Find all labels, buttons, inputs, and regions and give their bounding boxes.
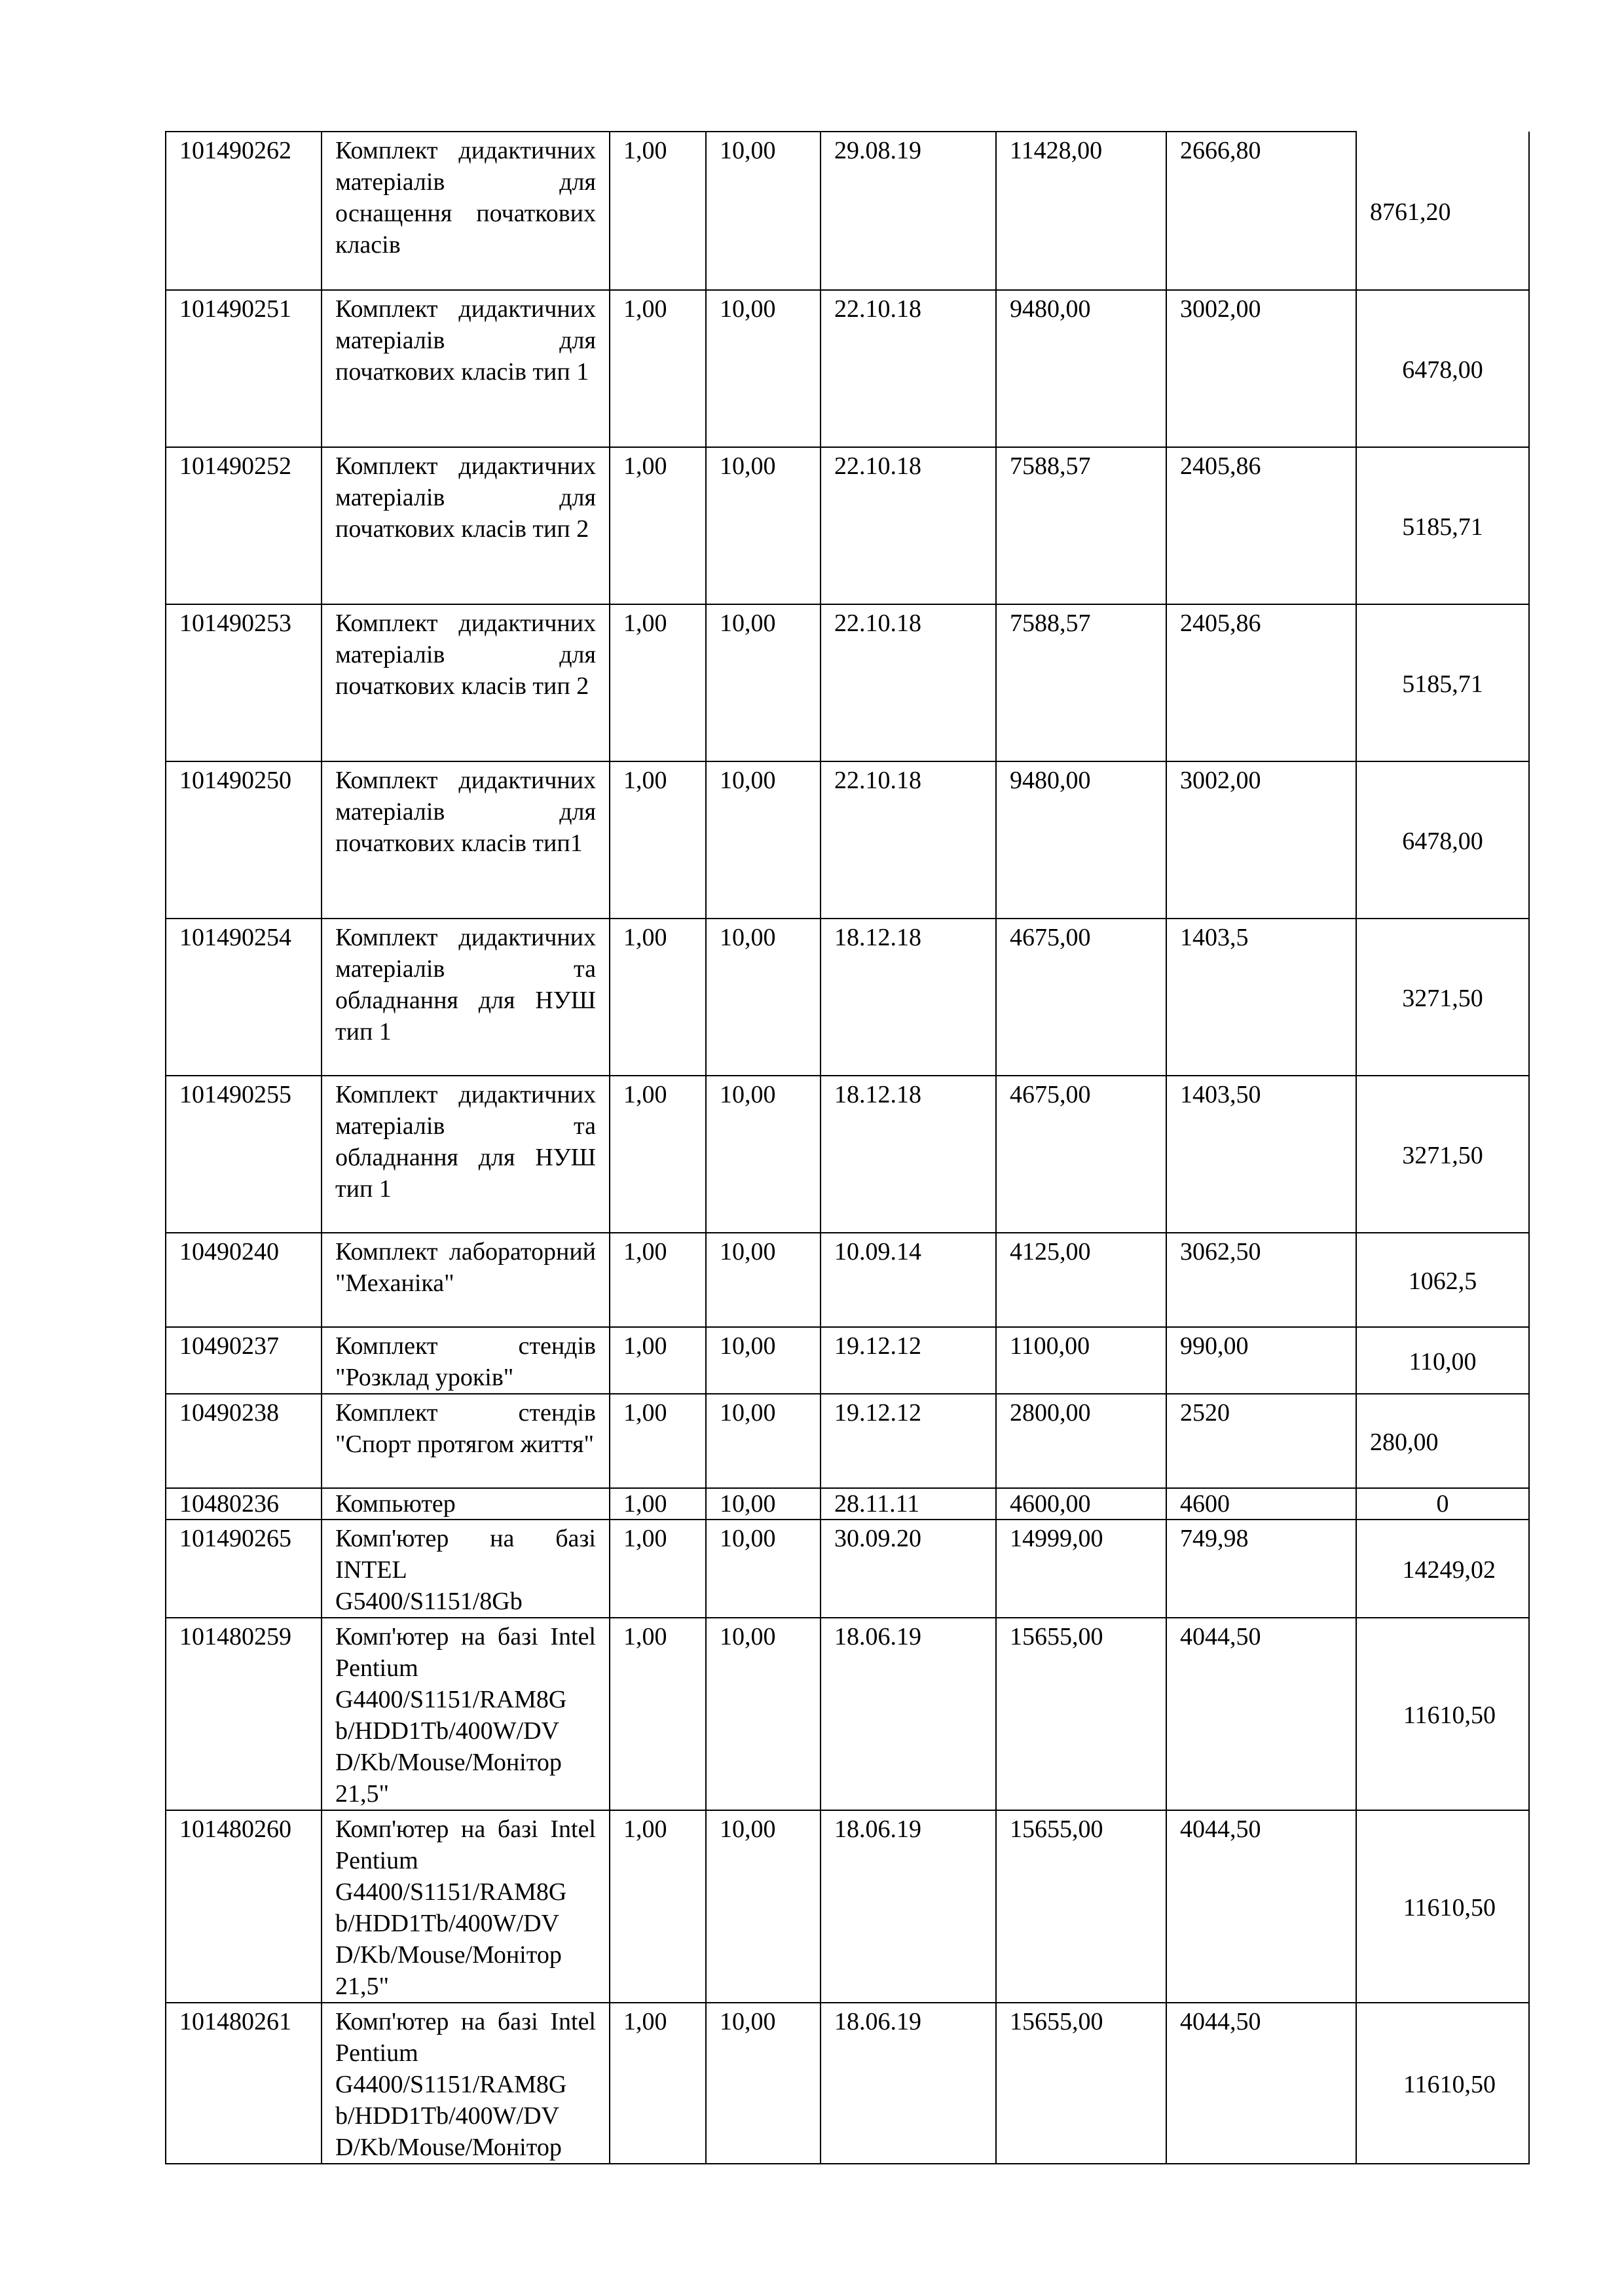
accumulated-wear: 2520 (1166, 1394, 1356, 1488)
inventory-code: 101480260 (166, 1810, 322, 2003)
depreciation-rate: 10,00 (706, 1618, 821, 1810)
inventory-code: 101490251 (166, 290, 322, 447)
table-row (166, 1520, 1529, 1618)
initial-cost: 7588,57 (996, 447, 1166, 604)
accumulated-wear: 2405,86 (1166, 447, 1356, 604)
accumulated-wear: 4044,50 (1166, 2003, 1356, 2164)
initial-cost: 2800,00 (996, 1394, 1166, 1488)
item-name: Комп'ютер на базі INTEL G5400/S1151/8Gb (322, 1520, 610, 1618)
residual-value: 280,00 (1356, 1394, 1529, 1488)
item-name: Комплект дидактичних матеріалів для початкових класів тип1 (322, 761, 610, 919)
table-row (166, 1076, 1529, 1233)
item-name: Компьютер (322, 1488, 610, 1520)
initial-cost: 4675,00 (996, 1076, 1166, 1233)
quantity: 1,00 (610, 290, 706, 447)
quantity: 1,00 (610, 1076, 706, 1233)
residual-value: 5185,71 (1356, 447, 1529, 604)
residual-value: 3271,50 (1356, 919, 1529, 1076)
inventory-code: 101490252 (166, 447, 322, 604)
residual-value: 110,00 (1356, 1327, 1529, 1394)
depreciation-rate: 10,00 (706, 290, 821, 447)
accumulated-wear: 3002,00 (1166, 761, 1356, 919)
table-row (166, 761, 1529, 919)
item-name: Комп'ютер на базі Intel Pentium G4400/S1151/RAM8G b/HDD1Tb/400W/DV D/Kb/Mouse/Монітор (322, 2003, 610, 2164)
initial-cost: 9480,00 (996, 290, 1166, 447)
depreciation-rate: 10,00 (706, 1394, 821, 1488)
residual-value: 5185,71 (1356, 604, 1529, 761)
quantity: 1,00 (610, 1327, 706, 1394)
commission-date: 22.10.18 (821, 447, 996, 604)
initial-cost: 4600,00 (996, 1488, 1166, 1520)
quantity: 1,00 (610, 1520, 706, 1618)
commission-date: 18.06.19 (821, 1810, 996, 2003)
initial-cost: 15655,00 (996, 1810, 1166, 2003)
inventory-code: 101490262 (166, 132, 322, 290)
quantity: 1,00 (610, 919, 706, 1076)
residual-value: 6478,00 (1356, 290, 1529, 447)
item-name: Комплект дидактичних матеріалів для оснащення початкових класів (322, 132, 610, 290)
table-row (166, 919, 1529, 1076)
depreciation-rate: 10,00 (706, 2003, 821, 2164)
depreciation-rate: 10,00 (706, 1810, 821, 2003)
depreciation-rate: 10,00 (706, 1327, 821, 1394)
initial-cost: 7588,57 (996, 604, 1166, 761)
inventory-code: 101490265 (166, 1520, 322, 1618)
table-row (166, 1488, 1529, 1520)
item-name: Комплект лабораторний "Механіка" (322, 1233, 610, 1327)
depreciation-rate: 10,00 (706, 132, 821, 290)
table-row (166, 604, 1529, 761)
commission-date: 28.11.11 (821, 1488, 996, 1520)
accumulated-wear: 749,98 (1166, 1520, 1356, 1618)
commission-date: 22.10.18 (821, 761, 996, 919)
initial-cost: 11428,00 (996, 132, 1166, 290)
depreciation-rate: 10,00 (706, 919, 821, 1076)
quantity: 1,00 (610, 2003, 706, 2164)
table-row (166, 1618, 1529, 1810)
quantity: 1,00 (610, 1233, 706, 1327)
commission-date: 29.08.19 (821, 132, 996, 290)
item-name: Комплект дидактичних матеріалів для початкових класів тип 1 (322, 290, 610, 447)
residual-value: 6478,00 (1356, 761, 1529, 919)
depreciation-rate: 10,00 (706, 447, 821, 604)
inventory-code: 10490240 (166, 1233, 322, 1327)
residual-value: 0 (1356, 1488, 1529, 1520)
accumulated-wear: 1403,50 (1166, 1076, 1356, 1233)
depreciation-rate: 10,00 (706, 1520, 821, 1618)
accumulated-wear: 4044,50 (1166, 1810, 1356, 2003)
initial-cost: 9480,00 (996, 761, 1166, 919)
table-row (166, 1810, 1529, 2003)
quantity: 1,00 (610, 1394, 706, 1488)
residual-value: 11610,50 (1356, 1810, 1529, 2003)
initial-cost: 4125,00 (996, 1233, 1166, 1327)
residual-value: 14249,02 (1356, 1520, 1529, 1618)
initial-cost: 1100,00 (996, 1327, 1166, 1394)
item-name: Комплект дидактичних матеріалів та обладнання для НУШ тип 1 (322, 919, 610, 1076)
inventory-code: 10490238 (166, 1394, 322, 1488)
accumulated-wear: 1403,5 (1166, 919, 1356, 1076)
quantity: 1,00 (610, 1488, 706, 1520)
commission-date: 22.10.18 (821, 290, 996, 447)
table-row (166, 2003, 1529, 2164)
commission-date: 10.09.14 (821, 1233, 996, 1327)
accumulated-wear: 3062,50 (1166, 1233, 1356, 1327)
depreciation-rate: 10,00 (706, 761, 821, 919)
residual-value: 11610,50 (1356, 2003, 1529, 2164)
inventory-code: 101480259 (166, 1618, 322, 1810)
quantity: 1,00 (610, 447, 706, 604)
residual-value: 11610,50 (1356, 1618, 1529, 1810)
initial-cost: 4675,00 (996, 919, 1166, 1076)
commission-date: 30.09.20 (821, 1520, 996, 1618)
commission-date: 18.06.19 (821, 2003, 996, 2164)
table-row (166, 1394, 1529, 1488)
residual-value: 3271,50 (1356, 1076, 1529, 1233)
table-row (166, 1327, 1529, 1394)
item-name: Комплект стендів "Спорт протягом життя" (322, 1394, 610, 1488)
inventory-code: 101490250 (166, 761, 322, 919)
table-row (166, 290, 1529, 447)
initial-cost: 14999,00 (996, 1520, 1166, 1618)
quantity: 1,00 (610, 1810, 706, 2003)
depreciation-rate: 10,00 (706, 1488, 821, 1520)
commission-date: 18.12.18 (821, 1076, 996, 1233)
initial-cost: 15655,00 (996, 1618, 1166, 1810)
item-name: Комп'ютер на базі Intel Pentium G4400/S1151/RAM8G b/HDD1Tb/400W/DV D/Kb/Mouse/Монітор 21,5" (322, 1618, 610, 1810)
depreciation-rate: 10,00 (706, 1233, 821, 1327)
residual-value: 1062,5 (1356, 1233, 1529, 1327)
accumulated-wear: 2405,86 (1166, 604, 1356, 761)
quantity: 1,00 (610, 761, 706, 919)
commission-date: 18.06.19 (821, 1618, 996, 1810)
item-name: Комплект дидактичних матеріалів та обладнання для НУШ тип 1 (322, 1076, 610, 1233)
quantity: 1,00 (610, 604, 706, 761)
commission-date: 18.12.18 (821, 919, 996, 1076)
accumulated-wear: 4600 (1166, 1488, 1356, 1520)
table-row (166, 447, 1529, 604)
commission-date: 19.12.12 (821, 1327, 996, 1394)
accumulated-wear: 3002,00 (1166, 290, 1356, 447)
quantity: 1,00 (610, 132, 706, 290)
item-name: Комплект дидактичних матеріалів для початкових класів тип 2 (322, 447, 610, 604)
accumulated-wear: 4044,50 (1166, 1618, 1356, 1810)
commission-date: 19.12.12 (821, 1394, 996, 1488)
item-name: Комплект стендів "Розклад уроків" (322, 1327, 610, 1394)
accumulated-wear: 990,00 (1166, 1327, 1356, 1394)
inventory-code: 101490253 (166, 604, 322, 761)
accumulated-wear: 2666,80 (1166, 132, 1356, 290)
item-name: Комп'ютер на базі Intel Pentium G4400/S1151/RAM8G b/HDD1Tb/400W/DV D/Kb/Mouse/Монітор 21,5" (322, 1810, 610, 2003)
table-row (166, 132, 1529, 290)
initial-cost: 15655,00 (996, 2003, 1166, 2164)
depreciation-rate: 10,00 (706, 604, 821, 761)
table-row (166, 1233, 1529, 1327)
inventory-table (165, 131, 1530, 2164)
residual-value: 8761,20 (1356, 132, 1529, 290)
quantity: 1,00 (610, 1618, 706, 1810)
inventory-code: 10490237 (166, 1327, 322, 1394)
commission-date: 22.10.18 (821, 604, 996, 761)
depreciation-rate: 10,00 (706, 1076, 821, 1233)
item-name: Комплект дидактичних матеріалів для початкових класів тип 2 (322, 604, 610, 761)
inventory-code: 101480261 (166, 2003, 322, 2164)
inventory-code: 101490255 (166, 1076, 322, 1233)
inventory-code: 10480236 (166, 1488, 322, 1520)
inventory-code: 101490254 (166, 919, 322, 1076)
